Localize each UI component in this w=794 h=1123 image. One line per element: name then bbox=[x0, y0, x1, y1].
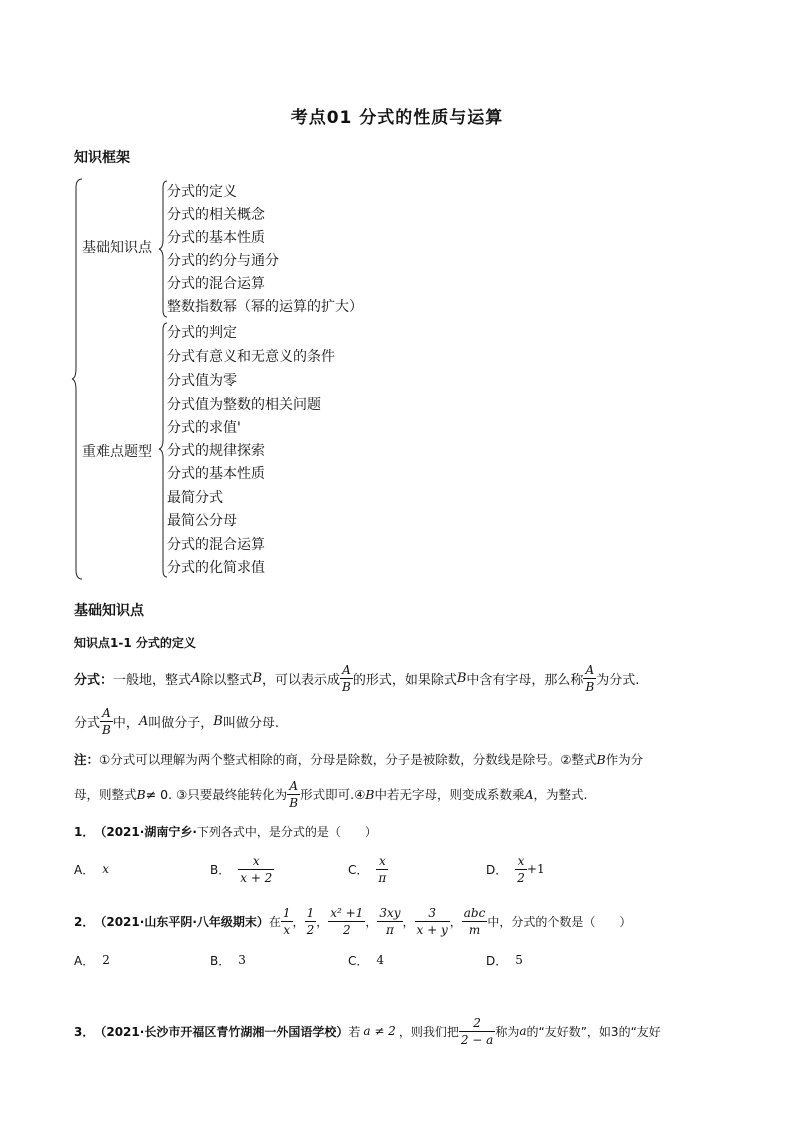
q2-fraction: $\frac{1}{2}$ bbox=[306, 905, 315, 937]
framework-item: 分式的约分与通分 bbox=[167, 253, 279, 269]
text: 母，则整式 bbox=[74, 787, 137, 802]
q1-option-c[interactable] bbox=[348, 853, 388, 885]
framework-item: 分式的规律探索 bbox=[167, 443, 265, 459]
text: 为分式. bbox=[596, 672, 640, 688]
separator: ， bbox=[449, 914, 462, 929]
framework-item: 分式的基本性质 bbox=[167, 230, 265, 246]
framework-item: 分式有意义和无意义的条件 bbox=[167, 349, 335, 365]
question-number: 3． bbox=[74, 1024, 95, 1039]
text: 若 bbox=[348, 1024, 361, 1039]
q2-fraction: $\frac{3xy}{\pi}$ bbox=[379, 905, 401, 937]
text: 分式 bbox=[74, 715, 101, 731]
q2-fraction: $\frac{1}{x}$ bbox=[282, 905, 291, 937]
separator: ， bbox=[292, 914, 305, 929]
text: 的形式，如果除式 bbox=[352, 672, 457, 688]
text: 中， bbox=[112, 715, 139, 731]
var-a: A bbox=[524, 786, 534, 802]
q2-fraction: $\frac{\text{abc}}{m}$ bbox=[463, 905, 486, 937]
framework-item: 分式的基本性质 bbox=[167, 466, 265, 482]
q2-option-a[interactable] bbox=[74, 950, 110, 970]
framework-item: 分式的相关概念 bbox=[167, 207, 265, 223]
note-label: 注： bbox=[74, 752, 100, 767]
var-a: A bbox=[191, 670, 201, 686]
text: ，则我们把 bbox=[398, 1024, 459, 1039]
note-line-2 bbox=[74, 775, 588, 813]
condition: a ≠ 2 bbox=[363, 1024, 396, 1038]
text: 作为分 bbox=[605, 752, 644, 767]
q1-option-b[interactable] bbox=[210, 853, 274, 885]
option-label: D． bbox=[486, 862, 508, 877]
fraction-a-over-b: $\frac{A}{B}$ bbox=[102, 705, 111, 737]
text: 叫做分母. bbox=[222, 715, 279, 731]
option-tail: +1 bbox=[526, 862, 545, 876]
question-source: （2021·山东平阴·八年级期末） bbox=[94, 914, 269, 929]
text: ①分式可以理解为两个整式相除的商，分母是除数，分子是被除数，分数线是除号。②整式 bbox=[99, 752, 597, 767]
q2-fraction: $\frac{\text{x² +1}}{2}$ bbox=[330, 905, 364, 937]
question-number: 1． bbox=[74, 824, 95, 839]
separator: ， bbox=[402, 914, 415, 929]
framework-item: 分式的混合运算 bbox=[167, 537, 265, 553]
text: 在 bbox=[268, 914, 281, 929]
question-source: （2021·湖南宁乡· bbox=[94, 824, 197, 839]
text: 的“友好数”，如3的“友好 bbox=[526, 1024, 661, 1039]
var-a: a bbox=[519, 1024, 527, 1038]
fraction-a-over-b: $\frac{A}{B}$ bbox=[289, 778, 299, 810]
framework-item: 分式值为整数的相关问题 bbox=[167, 397, 321, 413]
var-b: B bbox=[596, 751, 606, 767]
q2-fraction: $\frac{3}{x + y}$ bbox=[416, 905, 448, 937]
fraction-a-over-b: $\frac{A}{B}$ bbox=[585, 662, 595, 694]
option-fraction: $\frac{x}{\pi}$ bbox=[378, 853, 387, 885]
text: 中含有字母，那么称 bbox=[466, 672, 584, 688]
option-value: 2 bbox=[102, 953, 110, 967]
text: 叫做分子， bbox=[148, 715, 214, 731]
question-source: （2021·长沙市开福区青竹湖湘一外国语学校） bbox=[94, 1024, 349, 1039]
option-label: C． bbox=[348, 953, 369, 968]
option-fraction: $\frac{x}{x + 2}$ bbox=[240, 853, 273, 885]
option-value: 4 bbox=[376, 953, 385, 967]
framework-item: 分式的求值' bbox=[167, 420, 241, 436]
page-title: 考点01 分式的性质与运算 bbox=[290, 108, 504, 128]
numerator-denominator-paragraph bbox=[74, 702, 279, 740]
note-line-1 bbox=[74, 748, 643, 770]
var-b: B bbox=[456, 670, 467, 686]
option-fraction: $\frac{x}{2}$ bbox=[517, 853, 525, 885]
var-b: B bbox=[252, 670, 262, 686]
text: 一般地，整式 bbox=[113, 672, 192, 688]
text: ≠ 0. ③只要最终能转化为 bbox=[145, 787, 288, 802]
q2-option-c[interactable] bbox=[348, 950, 384, 970]
fraction-a-over-b: $\frac{A}{B}$ bbox=[342, 662, 351, 694]
var-b: B bbox=[136, 786, 146, 802]
option-label: B． bbox=[210, 862, 231, 877]
q1-option-d[interactable] bbox=[486, 853, 545, 885]
text: 形式即可.④ bbox=[300, 787, 366, 802]
option-label: A． bbox=[74, 862, 95, 877]
question-1 bbox=[74, 821, 377, 841]
knowledge-point-heading: 知识点1-1 分式的定义 bbox=[74, 636, 196, 650]
section-heading: 基础知识点 bbox=[74, 603, 144, 619]
framework-item: 分式的判定 bbox=[167, 325, 237, 341]
definition-label: 分式： bbox=[74, 672, 114, 688]
question-2 bbox=[74, 902, 631, 940]
q1-option-a[interactable] bbox=[74, 853, 109, 885]
question-stem: 下列各式中，是分式的是（ ） bbox=[196, 824, 377, 839]
question-3 bbox=[74, 1012, 661, 1050]
var-b: B bbox=[213, 713, 223, 729]
framework-item: 分式的化简求值 bbox=[167, 560, 265, 576]
var-a: A bbox=[138, 713, 149, 729]
option-value: 5 bbox=[515, 953, 523, 967]
separator: ， bbox=[316, 914, 329, 929]
text: 除以整式 bbox=[200, 672, 253, 688]
q2-option-b[interactable] bbox=[210, 950, 246, 970]
framework-item: 分式的混合运算 bbox=[167, 276, 265, 292]
definition-paragraph bbox=[74, 659, 639, 697]
group-label-key-types: 重难点题型 bbox=[82, 444, 152, 460]
text: 中若无字母，则变成系数乘 bbox=[374, 787, 525, 802]
separator: ， bbox=[365, 914, 378, 929]
framework-item: 最简分式 bbox=[167, 490, 223, 506]
framework-item: 最简公分母 bbox=[167, 513, 237, 529]
framework-item: 整数指数幂（幂的运算的扩大） bbox=[167, 299, 363, 315]
option-label: B． bbox=[210, 953, 231, 968]
option-label: C． bbox=[348, 862, 369, 877]
group-label-basics: 基础知识点 bbox=[82, 240, 152, 256]
option-label: A． bbox=[74, 953, 95, 968]
framework-item: 分式值为零 bbox=[167, 373, 237, 389]
question-number: 2． bbox=[74, 914, 95, 929]
option-value: 3 bbox=[238, 953, 246, 967]
var-b: B bbox=[365, 786, 375, 802]
option-label: D． bbox=[486, 953, 508, 968]
text: ，为整式. bbox=[533, 787, 588, 802]
text: 中，分式的个数是（ ） bbox=[487, 914, 632, 929]
text: ，可以表示成 bbox=[262, 672, 341, 688]
option-expr: x bbox=[102, 862, 109, 876]
q2-option-d[interactable] bbox=[486, 950, 523, 970]
q3-fraction: $\frac{2}{2 - a}$ bbox=[460, 1015, 494, 1047]
framework-heading: 知识框架 bbox=[74, 150, 130, 166]
framework-item: 分式的定义 bbox=[167, 184, 237, 200]
text: 称为 bbox=[495, 1024, 520, 1039]
